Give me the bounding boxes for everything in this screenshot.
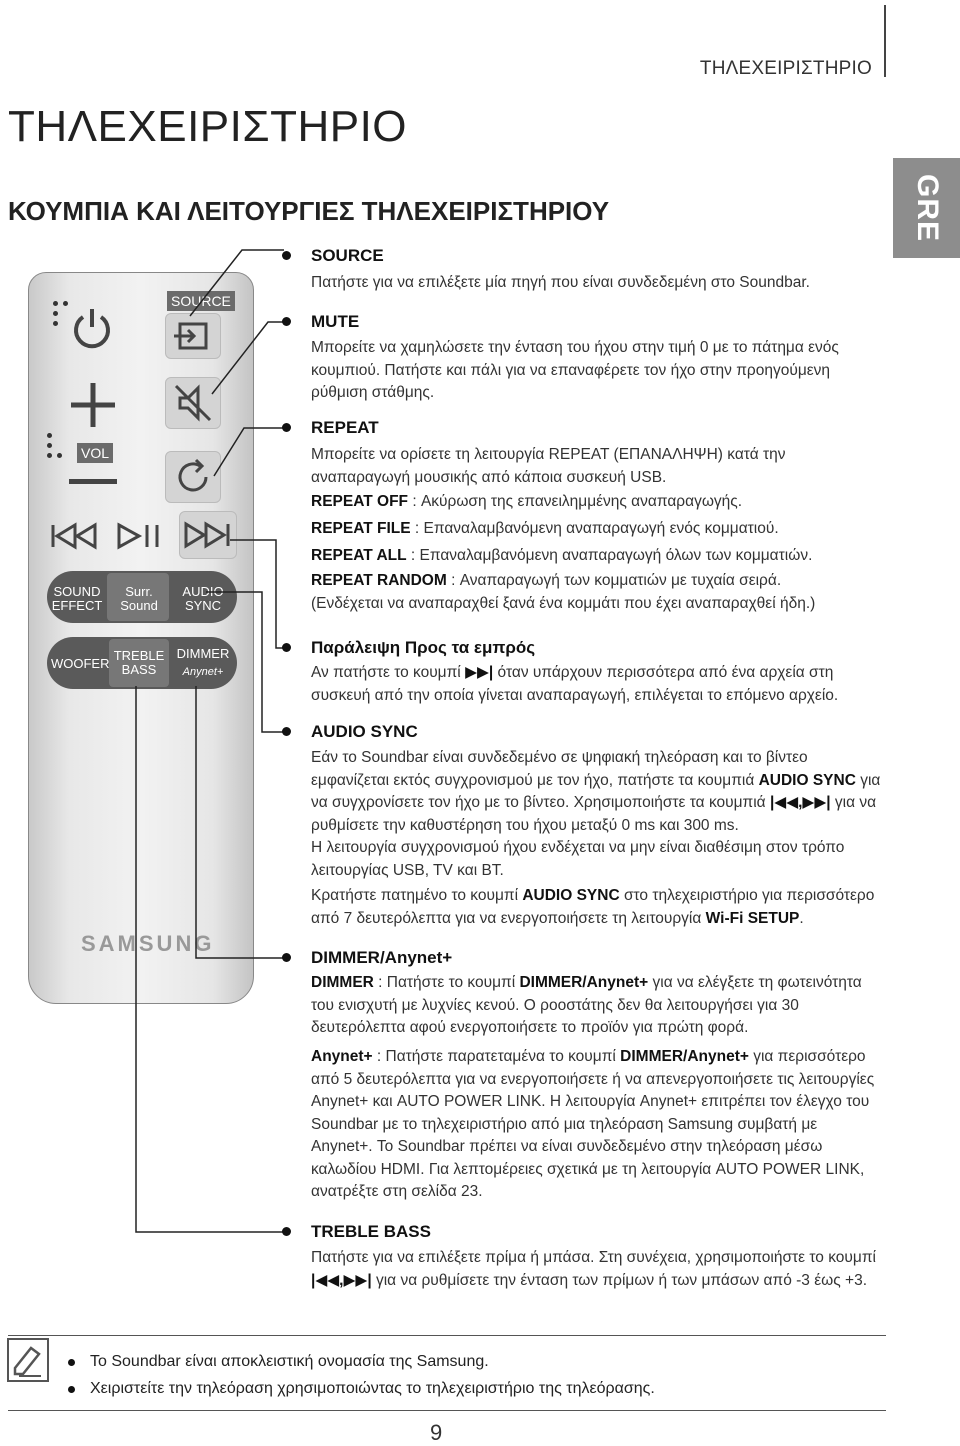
prev-next-icons: |◀◀,▶▶| — [311, 1271, 372, 1289]
sound-effect-label: SOUND EFFECT — [51, 584, 103, 613]
dimmer-text: DIMMER : Πατήστε το κουμπί DIMMER/Anynet+ για να ελέγξετε τη φωτεινότητα του ενισχυτή με λυχνίες κενού. Ο ροοστάτης δεν θα λειτουργήσει για 30 δευτερόλεπτα αφού ενεργοποιήσετε το προϊόν για πρώτη φορά. — [311, 974, 862, 1036]
treble-bass-text: Πατήστε για να επιλέξετε πρίμα ή μπάσα. Στη συνέχεια, χρησιμοποιήστε το κουμπί |◀◀,▶▶| για να ρυθμίσετε την ένταση των πρίμων ή των μπάσων από -3 έως +3. — [311, 1249, 876, 1289]
notes-bottom-rule — [8, 1410, 886, 1411]
anynet-label: Anynet+ — [182, 666, 224, 678]
vol-label: VOL — [77, 443, 113, 463]
page-subtitle: ΚΟΥΜΠΙΑ ΚΑΙ ΛΕΙΤΟΥΡΓΙΕΣ ΤΗΛΕΧΕΙΡΙΣΤΗΡΙΟΥ — [8, 196, 610, 226]
bullet-audio-sync — [282, 727, 291, 736]
repeat-text: Μπορείτε να ορίσετε τη λειτουργία REPEAT (ΕΠΑΝΑΛΗΨΗ) κατά την αναπαραγωγή μουσικής από κάποια συσκευή USB. — [311, 446, 786, 486]
mute-text: Μπορείτε να χαμηλώσετε την ένταση του ήχου στην τιμή 0 με το πάτημα ενός κουμπιού. Πατήστε και πάλι για να επαναφέρετε τον ήχο στην προηγούμενη ρύθμιση στάθμης. — [311, 339, 839, 401]
woofer-label: WOOFER — [51, 656, 110, 671]
bullet-repeat — [282, 423, 291, 432]
language-tab: GRE — [893, 158, 960, 258]
audio-sync-text-1: Εάν το Soundbar είναι συνδεδεμένο σε ψηφιακή τηλεόραση και το βίντεο εμφανίζεται εκτός συγχρονισμού με τον ήχο, πατήστε τα κουμπιά AUDIO SYNC για να συγχρονίσετε τον ήχο με το βίντεο. Χρησιμοποιήστε τα κουμπιά |◀◀,▶▶| για να ρυθμίσετε την καθυστέρηση του ήχου μεταξύ 0 ms και 300 ms. — [311, 749, 881, 834]
connector-lines — [0, 0, 300, 1250]
note-bullet — [68, 1359, 75, 1366]
repeat-heading: REPEAT — [311, 418, 379, 437]
page-title: ΤΗΛΕΧΕΙΡΙΣΤΗΡΙΟ — [8, 102, 408, 151]
repeat-file: REPEAT FILE : Επαναλαμβανόμενη αναπαραγωγή ενός κομματιού. — [311, 520, 779, 537]
note-item: Χειριστείτε την τηλεόραση χρησιμοποιώντας το τηλεχειριστήριο της τηλεόρασης. — [90, 1380, 655, 1397]
prev-next-icons: |◀◀,▶▶| — [769, 794, 831, 811]
bullet-skip — [282, 643, 291, 652]
source-text: Πατήστε για να επιλέξετε μία πηγή που είναι συνδεδεμένη στο Soundbar. — [311, 274, 810, 291]
source-heading: SOURCE — [311, 246, 384, 265]
treble-bass-label: TREBLE BASS — [113, 648, 165, 677]
dimmer-label: DIMMER — [176, 646, 230, 661]
repeat-random: REPEAT RANDOM : Αναπαραγωγή των κομματιών με τυχαία σειρά. (Ενδέχεται να αναπαραχθεί ξανά ένα κομμάτι που έχει αναπαραχθεί ήδη.) — [311, 572, 816, 612]
audio-sync-label: AUDIO SYNC — [182, 584, 224, 613]
anynet-text: Anynet+ : Πατήστε παρατεταμένα το κουμπί DIMMER/Anynet+ για περισσότερο από 5 δευτερόλεπτα για να ενεργοποιήσετε ή να απενεργοποιήσετε τις λειτουργίες Anynet+ και AUTO POWER LINK. Η λειτουργία Anynet+ επιτρέπει τον έλεγχο του Soundbar με το τηλεχειριστήριο από μια τηλεόραση Samsung συμβατή με Anynet+. Το Soundbar πρέπει να είναι συνδεδεμένο στην τηλεόραση μέσω καλωδίου HDMI. Για λεπτομέρειες σχετικά με τη λειτουργία AUTO POWER LINK, ανατρέξτε στη σελίδα 23. — [311, 1048, 875, 1200]
next-icon: ▶▶| — [465, 664, 494, 681]
mute-heading: MUTE — [311, 312, 360, 331]
treble-bass-heading: TREBLE BASS — [311, 1222, 431, 1241]
skip-heading: Παράλειψη Προς τα εμπρός — [311, 638, 536, 657]
header-rule — [884, 5, 886, 77]
skip-text: Αν πατήστε το κουμπί ▶▶| όταν υπάρχουν περισσότερα από ένα αρχεία στη συσκευή από την οποία γίνεται αναπαραγωγή, επιλέγεται το επόμενο αρχείο. — [311, 664, 839, 704]
note-item: Το Soundbar είναι αποκλειστική ονομασία της Samsung. — [90, 1353, 489, 1370]
bullet-mute — [282, 317, 291, 326]
bullet-treble-bass — [282, 1227, 291, 1236]
repeat-off: REPEAT OFF : Ακύρωση της επανειλημμένης αναπαραγωγής. — [311, 493, 743, 510]
bullet-dimmer — [282, 953, 291, 962]
surr-sound-label: Surr. Sound — [120, 584, 158, 613]
samsung-logo: SAMSUNG — [81, 931, 215, 956]
note-icon — [7, 1338, 49, 1382]
audio-sync-text-2: Η λειτουργία συγχρονισμού ήχου ενδέχεται να μην είναι διαθέσιμη στον τρόπο λειτουργίας USB, TV και BT. — [311, 839, 845, 879]
bullet-source — [282, 251, 291, 260]
note-bullet — [68, 1386, 75, 1393]
page-number: 9 — [430, 1420, 443, 1445]
source-label: SOURCE — [167, 291, 235, 311]
dimmer-heading: DIMMER/Anynet+ — [311, 948, 453, 967]
audio-sync-text-3: Κρατήστε πατημένο το κουμπί AUDIO SYNC στο τηλεχειριστήριο για περισσότερο από 7 δευτερόλεπτα για να ενεργοποιήσετε τη λειτουργία Wi-Fi SETUP. — [311, 887, 875, 927]
repeat-all: REPEAT ALL : Επαναλαμβανόμενη αναπαραγωγή όλων των κομματιών. — [311, 547, 813, 564]
notes-top-rule — [8, 1335, 886, 1336]
header-section-title: ΤΗΛΕΧΕΙΡΙΣΤΗΡΙΟ — [699, 58, 872, 79]
audio-sync-heading: AUDIO SYNC — [311, 722, 418, 741]
